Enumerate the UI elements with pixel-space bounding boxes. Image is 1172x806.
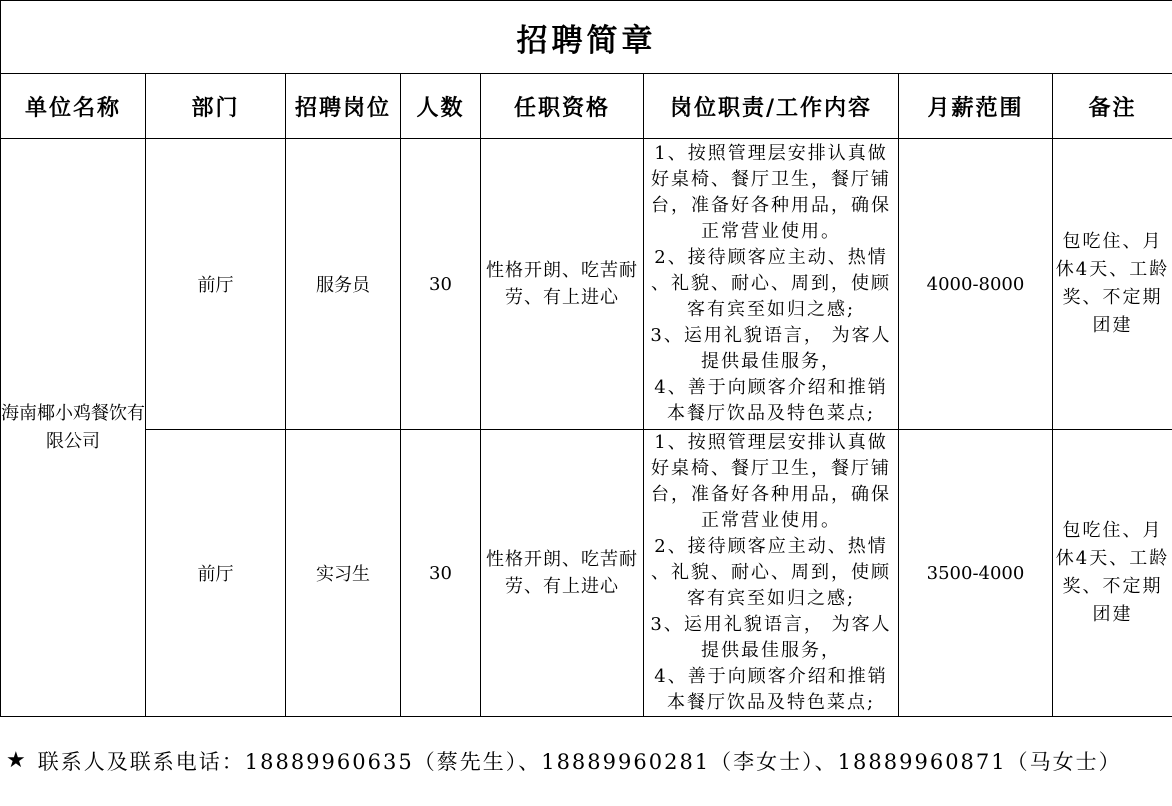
- header-duties: 岗位职责/工作内容: [644, 74, 899, 139]
- count-cell: 30: [401, 430, 481, 717]
- duty-line: 好桌椅、餐厅卫生，餐厅铺: [651, 169, 891, 190]
- department-cell: 前厅: [146, 139, 286, 430]
- duty-line: 、礼貌、耐心、周到，使顾: [651, 273, 891, 294]
- duties-cell: [644, 139, 899, 430]
- duty-line: 1、按照管理层安排认真做: [654, 143, 888, 164]
- header-company: 单位名称: [1, 74, 146, 139]
- duty-line: 4、善于向顾客介绍和推销: [654, 666, 888, 687]
- duty-line: 正常营业使用。: [701, 510, 841, 531]
- table-row: [1, 139, 1172, 430]
- duty-line: 1、按照管理层安排认真做: [654, 432, 888, 453]
- duty-line: 正常营业使用。: [701, 221, 841, 242]
- duty-line: 提供最佳服务，: [701, 351, 841, 372]
- header-notes: 备注: [1053, 74, 1172, 139]
- duty-line: 2、接待顾客应主动、热情: [654, 536, 888, 557]
- page-title: 招聘简章: [1, 1, 1172, 74]
- duty-line: 本餐厅饮品及特色菜点;: [666, 403, 876, 424]
- duty-line: 客有宾至如归之感;: [686, 588, 856, 609]
- count-cell: 30: [401, 139, 481, 430]
- header-salary: 月薪范围: [899, 74, 1053, 139]
- duty-line: 3、运用礼貌语言， 为客人: [650, 325, 892, 346]
- requirements-cell: 性格开朗、吃苦耐劳、有上进心: [481, 139, 644, 430]
- table-row: [1, 430, 1172, 717]
- contact-footer: [0, 715, 1172, 806]
- requirements-cell: 性格开朗、吃苦耐劳、有上进心: [481, 430, 644, 717]
- contact-text: 联系人及联系电话：18889960635（蔡先生）、18889960281（李女士）、18889960871（马女士）: [37, 749, 1122, 774]
- duty-line: 好桌椅、餐厅卫生，餐厅铺: [651, 458, 891, 479]
- duty-line: 提供最佳服务，: [701, 640, 841, 661]
- duty-line: 本餐厅饮品及特色菜点;: [666, 692, 876, 713]
- duty-line: 2、接待顾客应主动、热情: [654, 247, 888, 268]
- salary-cell: 3500-4000: [899, 430, 1053, 717]
- duty-line: 台，准备好各种用品，确保: [651, 484, 891, 505]
- duty-line: 台，准备好各种用品，确保: [651, 195, 891, 216]
- position-cell: 实习生: [286, 430, 401, 717]
- header-position: 招聘岗位: [286, 74, 401, 139]
- department-cell: 前厅: [146, 430, 286, 717]
- header-requirements: 任职资格: [481, 74, 644, 139]
- duty-line: 客有宾至如归之感;: [686, 299, 856, 320]
- duty-line: 、礼貌、耐心、周到，使顾: [651, 562, 891, 583]
- duties-cell: [644, 430, 899, 717]
- duty-line: 3、运用礼貌语言， 为客人: [650, 614, 892, 635]
- duty-line: 4、善于向顾客介绍和推销: [654, 377, 888, 398]
- notes-cell: 包吃住、月休4天、工龄奖、不定期团建: [1053, 430, 1172, 717]
- header-row: [1, 74, 1172, 139]
- salary-cell: 4000-8000: [899, 139, 1053, 430]
- company-name: 海南椰小鸡餐饮有限公司: [1, 139, 146, 717]
- notes-cell: 包吃住、月休4天、工龄奖、不定期团建: [1053, 139, 1172, 430]
- header-count: 人数: [401, 74, 481, 139]
- header-department: 部门: [146, 74, 286, 139]
- position-cell: 服务员: [286, 139, 401, 430]
- star-icon: ★: [6, 748, 28, 773]
